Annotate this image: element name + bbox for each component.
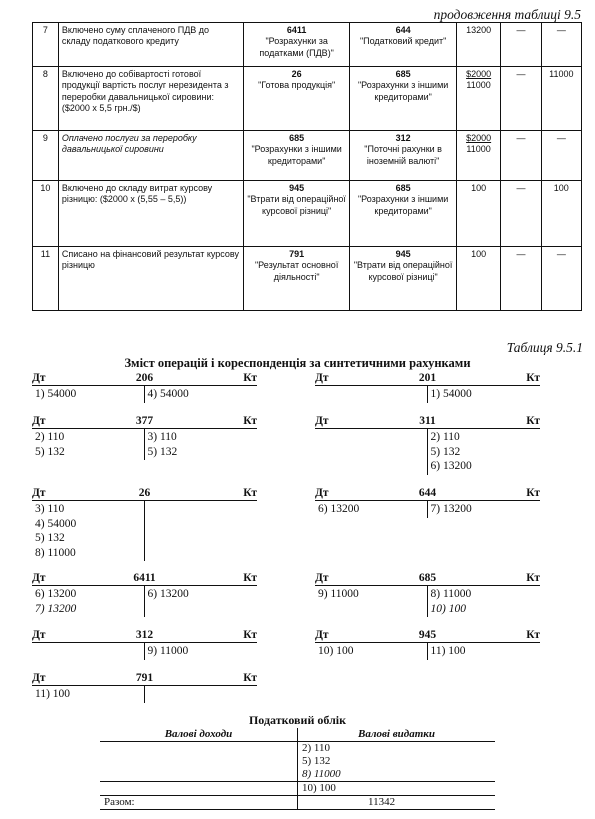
credit-column <box>428 386 541 403</box>
t-account-377 <box>32 413 257 460</box>
extra-column-1: — <box>501 247 541 311</box>
t-account-791 <box>32 670 257 703</box>
gross-expense-cell: 10) 100 <box>298 782 496 796</box>
extra-column-1: — <box>501 181 541 247</box>
t-account-body <box>32 643 257 660</box>
tax-row <box>100 755 495 768</box>
debit-label: Дт <box>315 415 329 427</box>
account-number: 312 <box>135 629 154 641</box>
credit-entry: 1) 54000 <box>430 388 472 400</box>
debit-column <box>315 586 428 617</box>
debit-label: Дт <box>32 672 46 684</box>
credit-label: Кт <box>243 672 257 684</box>
credit-label: Кт <box>243 572 257 584</box>
debit-column <box>315 643 428 660</box>
debit-account-cell <box>243 23 349 67</box>
t-account-header <box>315 627 540 643</box>
debit-entry: 6) 13200 <box>318 503 360 515</box>
credit-entry: 10) 100 <box>430 602 466 615</box>
credit-entry: 9) 11000 <box>147 645 189 657</box>
amount-primary: 100 <box>471 183 487 193</box>
debit-entry: 7) 13200 <box>35 602 77 615</box>
debit-entry: 5) 132 <box>35 532 65 544</box>
op-number: 8 <box>33 67 59 131</box>
operations-table <box>32 22 582 311</box>
credit-account-name: "Розрахунки з іншими кредиторами" <box>357 194 449 216</box>
section-heading: Зміст операцій і кореспонденція за синтетичними рахунками <box>124 356 471 370</box>
amount-cell <box>456 247 500 311</box>
credit-account-cell <box>350 131 456 181</box>
credit-account-cell <box>350 247 456 311</box>
account-number: 377 <box>135 415 154 427</box>
t-account-body <box>32 501 257 561</box>
credit-account-number: 644 <box>395 25 411 35</box>
account-number: 206 <box>135 372 154 384</box>
debit-account-number: 6411 <box>286 25 307 35</box>
credit-account-name: "Податковий кредит" <box>359 36 447 47</box>
account-number: 791 <box>135 672 154 684</box>
gross-expense-cell: 8) 11000 <box>302 768 341 780</box>
debit-entry: 9) 11000 <box>318 588 359 600</box>
debit-column <box>32 501 145 561</box>
debit-column <box>32 686 145 703</box>
ops-row <box>33 67 582 131</box>
debit-column <box>315 501 428 518</box>
extra-column-1: — <box>501 131 541 181</box>
amount-cell <box>456 181 500 247</box>
debit-account-number: 791 <box>289 249 305 259</box>
extra-column-2: — <box>541 247 581 311</box>
t-account-body <box>32 586 257 617</box>
credit-account-number: 685 <box>395 183 411 193</box>
debit-entry: 3) 110 <box>35 503 65 515</box>
t-account-201 <box>315 370 540 403</box>
credit-column <box>145 386 258 403</box>
t-account-body <box>32 686 257 703</box>
t-account-header <box>32 413 257 429</box>
amount-secondary: 11000 <box>466 144 491 155</box>
debit-label: Дт <box>315 487 329 499</box>
credit-column <box>145 686 258 703</box>
op-number: 11 <box>33 247 59 311</box>
credit-entry: 8) 11000 <box>430 588 472 600</box>
amount-cell <box>456 67 500 131</box>
ops-row <box>33 131 582 181</box>
gross-expense-header: Валові видатки <box>298 728 496 742</box>
debit-label: Дт <box>32 415 46 427</box>
op-number: 9 <box>33 131 59 181</box>
credit-account-cell <box>350 67 456 131</box>
credit-entry: 3) 110 <box>147 431 177 443</box>
t-account-body <box>32 429 257 460</box>
credit-column <box>428 501 541 518</box>
op-description: Включено до складу витрат курсову різницю: ($2000 х (5,55 – 5,5)) <box>58 181 243 247</box>
credit-label: Кт <box>243 629 257 641</box>
ops-row <box>33 181 582 247</box>
credit-column <box>145 429 258 460</box>
op-description: Включено до собівартості готової продукції вартість послуг нерезидента з переробки давальницької сировини: ($2000 х 5,5 грн./$) <box>58 67 243 131</box>
tax-row <box>100 768 495 782</box>
debit-label: Дт <box>32 572 46 584</box>
debit-account-number: 945 <box>289 183 305 193</box>
tax-row <box>100 782 495 796</box>
gross-income-cell <box>100 755 298 768</box>
amount-cell <box>456 23 500 67</box>
credit-label: Кт <box>526 415 540 427</box>
debit-account-number: 685 <box>289 133 305 143</box>
debit-column <box>315 429 428 475</box>
debit-column <box>32 386 145 403</box>
t-account-body <box>315 501 540 518</box>
credit-entry: 5) 132 <box>147 445 178 458</box>
credit-account-number: 945 <box>395 249 411 259</box>
extra-column-2: 100 <box>541 181 581 247</box>
t-account-6411 <box>32 570 257 617</box>
t-account-206 <box>32 370 257 403</box>
gross-income-cell <box>100 782 298 796</box>
credit-account-cell <box>350 181 456 247</box>
total-label: Разом: <box>100 796 298 810</box>
debit-account-name: "Готова продукція" <box>258 80 336 91</box>
credit-account-name: "Розрахунки з іншими кредиторами" <box>357 80 449 102</box>
t-account-header <box>315 570 540 586</box>
credit-column <box>145 643 258 660</box>
account-number: 6411 <box>133 572 156 584</box>
continuation-label: продовження таблиці 9.5 <box>433 7 581 22</box>
t-account-644 <box>315 485 540 518</box>
tax-header-row <box>100 728 495 742</box>
ops-row <box>33 23 582 67</box>
credit-column <box>145 586 258 617</box>
t-account-header <box>315 413 540 429</box>
amount-cell <box>456 131 500 181</box>
extra-column-2: — <box>541 131 581 181</box>
debit-entry: 5) 132 <box>35 445 65 458</box>
credit-entry: 7) 13200 <box>430 503 472 515</box>
credit-label: Кт <box>526 487 540 499</box>
debit-entry: 1) 54000 <box>35 388 77 400</box>
debit-label: Дт <box>32 372 46 384</box>
tax-accounting-table <box>100 728 495 810</box>
credit-entry: 11) 100 <box>430 645 466 657</box>
debit-entry: 10) 100 <box>318 645 354 657</box>
debit-account-name: "Результат основної діяльності" <box>254 260 339 282</box>
gross-income-cell <box>100 742 298 756</box>
t-account-311 <box>315 413 540 475</box>
gross-expense-cell: 5) 132 <box>302 755 331 767</box>
credit-account-cell <box>350 23 456 67</box>
t-account-312 <box>32 627 257 660</box>
credit-label: Кт <box>243 372 257 384</box>
credit-column <box>428 429 541 475</box>
debit-account-name: "Розрахунки з іншими кредиторами" <box>251 144 342 166</box>
amount-primary: 100 <box>471 249 487 259</box>
extra-column-1: — <box>501 23 541 67</box>
account-number: 945 <box>418 629 437 641</box>
credit-label: Кт <box>526 372 540 384</box>
debit-column <box>32 586 145 617</box>
t-account-header <box>315 370 540 386</box>
t-account-header <box>315 485 540 501</box>
debit-account-cell <box>243 247 349 311</box>
debit-column <box>32 429 145 460</box>
credit-account-name: "Втрати від операційної курсової різниці" <box>353 260 453 282</box>
credit-label: Кт <box>526 629 540 641</box>
t-account-body <box>315 586 540 617</box>
tax-row <box>100 742 495 756</box>
credit-column <box>428 643 541 660</box>
debit-label: Дт <box>315 572 329 584</box>
debit-entry: 11) 100 <box>35 688 71 700</box>
debit-account-number: 26 <box>291 69 302 79</box>
gross-income-header: Валові доходи <box>100 728 298 742</box>
debit-column <box>32 643 145 660</box>
account-number: 311 <box>419 415 436 427</box>
credit-account-number: 685 <box>395 69 411 79</box>
gross-expense-cell: 2) 110 <box>302 742 331 754</box>
debit-label: Дт <box>32 487 46 499</box>
t-account-685 <box>315 570 540 617</box>
account-number: 685 <box>418 572 437 584</box>
debit-entry: 8) 11000 <box>35 546 76 559</box>
debit-column <box>315 386 428 403</box>
tax-accounting-title: Податковий облік <box>248 713 347 727</box>
amount-primary: 13200 <box>466 25 492 35</box>
amount-primary: $2000 <box>466 69 492 79</box>
table-label: Таблиця 9.5.1 <box>506 340 583 355</box>
t-account-header <box>32 370 257 386</box>
t-account-26 <box>32 485 257 561</box>
tax-total-row <box>100 796 495 810</box>
debit-account-name: "Втрати від операційної курсової різниці" <box>247 194 346 216</box>
credit-entry: 5) 132 <box>430 445 461 458</box>
credit-entry: 2) 110 <box>430 431 460 443</box>
gross-income-cell <box>100 768 298 782</box>
op-description: Списано на фінансовий результат курсову різницю <box>58 247 243 311</box>
extra-column-2: 11000 <box>541 67 581 131</box>
debit-account-cell <box>243 67 349 131</box>
t-account-body <box>315 386 540 403</box>
amount-primary: $2000 <box>466 133 492 143</box>
op-number: 10 <box>33 181 59 247</box>
debit-entry: 2) 110 <box>35 431 65 443</box>
op-number: 7 <box>33 23 59 67</box>
credit-column <box>145 501 258 561</box>
debit-label: Дт <box>315 629 329 641</box>
t-account-header <box>32 670 257 686</box>
debit-label: Дт <box>315 372 329 384</box>
debit-account-name: "Розрахунки за податками (ПДВ)" <box>259 36 334 58</box>
t-account-header <box>32 570 257 586</box>
t-account-body <box>315 643 540 660</box>
t-account-header <box>32 485 257 501</box>
credit-label: Кт <box>243 415 257 427</box>
credit-entry: 6) 13200 <box>430 460 472 472</box>
debit-entry: 4) 54000 <box>35 517 77 530</box>
t-account-body <box>315 429 540 475</box>
account-number: 644 <box>418 487 437 499</box>
credit-account-number: 312 <box>395 133 411 143</box>
t-account-header <box>32 627 257 643</box>
t-account-body <box>32 386 257 403</box>
account-number: 201 <box>418 372 437 384</box>
extra-column-1: — <box>501 67 541 131</box>
credit-column <box>428 586 541 617</box>
debit-account-cell <box>243 181 349 247</box>
credit-entry: 4) 54000 <box>147 388 189 400</box>
op-description: Включено суму сплаченого ПДВ до складу податкового кредиту <box>58 23 243 67</box>
account-number: 26 <box>138 487 151 499</box>
credit-entry: 6) 13200 <box>147 588 189 600</box>
credit-label: Кт <box>526 572 540 584</box>
credit-account-name: "Поточні рахунки в іноземній валюті" <box>364 144 442 166</box>
ops-row <box>33 247 582 311</box>
total-value: 11342 <box>298 796 496 810</box>
op-description: Оплачено послуги за переробку давальницької сировини <box>58 131 243 181</box>
debit-account-cell <box>243 131 349 181</box>
credit-label: Кт <box>243 487 257 499</box>
debit-entry: 6) 13200 <box>35 588 77 600</box>
debit-label: Дт <box>32 629 46 641</box>
extra-column-2: — <box>541 23 581 67</box>
t-account-945 <box>315 627 540 660</box>
amount-secondary: 11000 <box>466 80 491 91</box>
